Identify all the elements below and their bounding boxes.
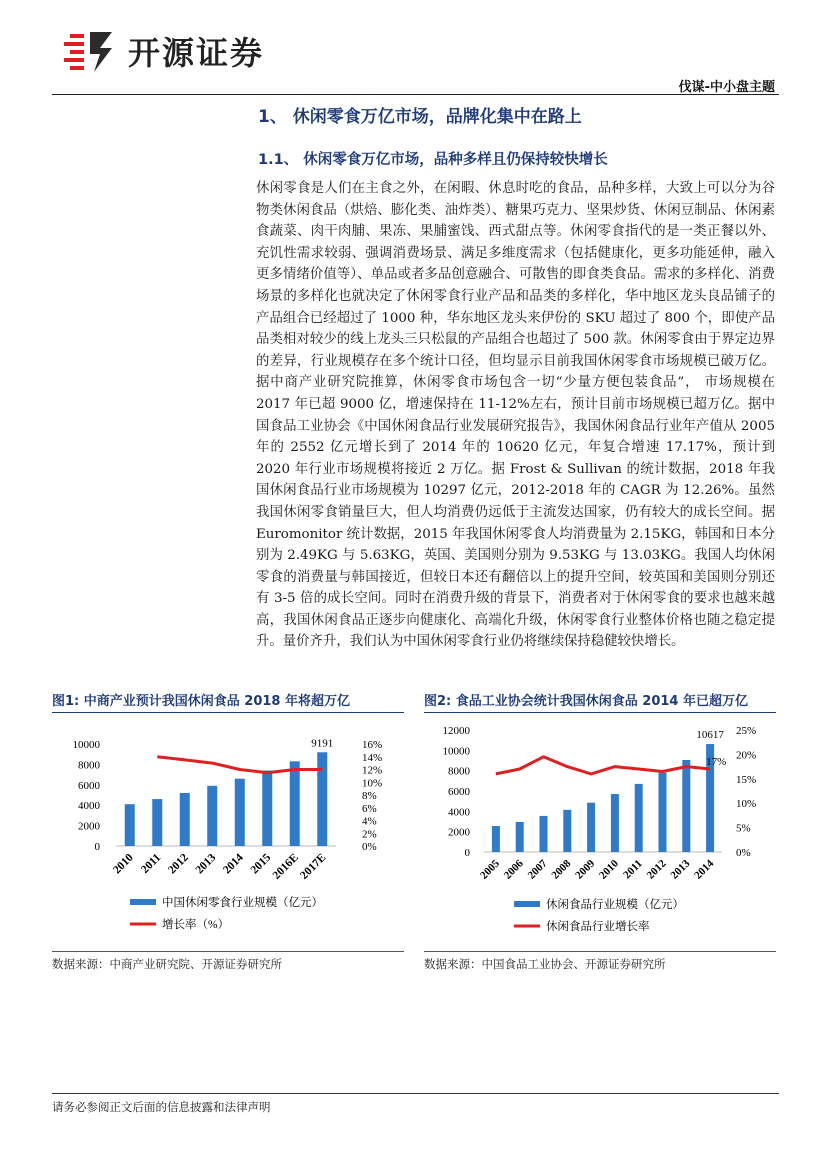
bar: [290, 761, 300, 846]
bar: [516, 822, 524, 852]
bar: [611, 794, 619, 852]
left-axis-tick-label: 8000: [78, 759, 100, 772]
right-axis-tick-label: 25%: [736, 725, 757, 737]
category-label: 2014: [221, 851, 246, 877]
right-axis-tick-label: 8%: [362, 790, 377, 802]
bar: [262, 771, 272, 846]
legend-bar-swatch: [130, 899, 156, 905]
bar-data-label: 10617: [696, 729, 724, 742]
right-axis-tick-label: 6%: [362, 802, 377, 815]
right-axis-tick-label: 14%: [362, 751, 383, 764]
figure-1-chart: [52, 714, 404, 948]
logo-mark-icon: [60, 26, 120, 76]
growth-line: [496, 757, 710, 774]
bar: [492, 826, 500, 852]
left-axis-tick-label: 0: [464, 847, 470, 859]
legend-line-label: 休闲食品行业增长率: [546, 921, 650, 933]
bar: [235, 779, 245, 846]
category-label: 2011: [621, 857, 645, 882]
figure-1-svg: [52, 714, 404, 948]
footer-disclaimer: 请务必参阅正文后面的信息披露和法律声明: [52, 1100, 271, 1114]
right-axis-tick-label: 15%: [736, 773, 757, 786]
category-label: 2015: [248, 851, 274, 877]
figure-2-title-rule: [424, 712, 776, 713]
right-axis-tick-label: 0%: [362, 841, 377, 853]
category-label: 2005: [477, 857, 503, 882]
bar: [317, 752, 327, 846]
logo-text: 开源证券: [128, 34, 265, 72]
category-label: 2016E: [270, 851, 301, 882]
left-axis-tick-label: 4000: [78, 800, 100, 813]
figure-1-source-rule: [52, 951, 404, 952]
legend-line-label: 增长率（%）: [162, 919, 230, 931]
bar: [207, 786, 217, 846]
category-label: 2012: [166, 851, 191, 877]
legend-bar-label: 休闲食品行业规模（亿元）: [546, 899, 684, 911]
left-axis-tick-label: 4000: [448, 806, 470, 819]
bar: [587, 803, 595, 852]
legend-bar-label: 中国休闲零食行业规模（亿元）: [162, 897, 323, 909]
bar: [659, 773, 667, 852]
left-axis-tick-label: 6000: [448, 786, 470, 798]
bar: [563, 810, 571, 852]
figure-1-source: 数据来源：中商产业研究院、开源证券研究所: [52, 957, 282, 971]
document-tag: 伐谋-中小盘主题: [678, 80, 775, 95]
left-axis-tick-label: 2000: [78, 820, 100, 833]
left-axis-tick-label: 8000: [448, 765, 470, 778]
bar: [152, 799, 162, 846]
right-axis-tick-label: 12%: [362, 764, 383, 777]
figure-2-title: 图2: 食品工业协会统计我国休闲食品 2014 年已超万亿: [424, 694, 749, 709]
subsection-heading: 1.1、 休闲零食万亿市场，品种多样且仍保持较快增长: [258, 152, 608, 168]
category-label: 2014: [692, 857, 717, 882]
right-axis-tick-label: 16%: [362, 739, 383, 751]
figure-2-source: 数据来源：中国食品工业协会、开源证券研究所: [424, 957, 666, 971]
figure-1-title-rule: [52, 712, 404, 713]
left-axis-tick-label: 12000: [442, 725, 470, 737]
right-axis-tick-label: 10%: [736, 798, 757, 811]
right-axis-tick-label: 2%: [362, 828, 377, 841]
figure-2-source-rule: [424, 951, 776, 952]
section-heading: 1、 休闲零食万亿市场，品牌化集中在路上: [258, 107, 582, 127]
category-label: 2009: [573, 857, 598, 882]
category-label: 2006: [501, 857, 526, 882]
figure-2-svg: [424, 714, 776, 948]
right-axis-tick-label: 0%: [736, 847, 751, 859]
right-axis-tick-label: 10%: [362, 777, 383, 790]
figure-1-title: 图1: 中商产业预计我国休闲食品 2018 年将超万亿: [52, 694, 351, 709]
line-data-label: 17%: [706, 756, 727, 769]
right-axis-tick-label: 20%: [736, 749, 757, 762]
legend-bar-swatch: [514, 901, 540, 907]
figure-2-chart: [424, 714, 776, 948]
category-label: 2010: [111, 851, 136, 877]
category-label: 2010: [596, 857, 622, 882]
category-label: 2011: [139, 851, 164, 876]
left-axis-tick-label: 10000: [442, 745, 470, 758]
category-label: 2017E: [298, 851, 329, 882]
bar: [540, 816, 548, 852]
category-label: 2007: [525, 857, 550, 882]
category-label: 2013: [193, 851, 219, 877]
body-paragraph: 休闲零食是人们在主食之外，在闲暇、休息时吃的食品，品种多样，大致上可以分为谷物类休闲食品（烘焙、膨化类、油炸类）、糖果巧克力、坚果炒货、休闲豆制品、休闲素食蔬菜、肉干肉脯、果冻、果脯蜜饯、西式甜点等。休闲零食指代的是一类正餐以外、充饥性需求较弱、强调消费场景、满足多维度需求（包括健康化，更多功能延伸，融入更多情绪价值等）、单品或者多品创意融合、可散售的即食类食品。需求的多样化、消费场景的多样化也就决定了休闲零食行业产品和品类的多样化，华中地区龙头良品铺子的产品组合已经超过了 1000 种，华东地区龙头来伊份的 SKU 超过了 800 个，即使产品品类相对较少的线上龙头三只松鼠的产品组合也超过了 500 款。休闲零食由于界定边界的差异，行业规模存在多个统计口径，但均显示目前我国休闲零食市场规模已破万亿。据中商产业研究院推算，休闲零食市场包含一切“少量方便包装食品”， 市场规模在 2017 年已超 9000 亿，增速保持在 11-12%左右，预计目前市场规模已超万亿。据中国食品工业协会《中国休闲食品行业发展研究报告》，我国休闲食品行业年产值从 2005 年的 2552 亿元增长到了 2014 年的 10620 亿元，年复合增速 17.17%，预计到 2020 年行业市场规模将接近 2 万亿。据 Frost & Sullivan 的统计数据，2018 年我国休闲食品行业市场规模为 10297 亿元，2012-2018 年的 CAGR 为 12.26%。虽然我国休闲零食销量巨大，但人均消费仍远低于主流发达国家，仍有较大的成长空间。据 Euromonitor 统计数据，2015 年我国休闲零食人均消费量为 2.15KG，韩国和日本分别为 2.49KG 与 5.63KG，英国、美国则分别为 9.53KG 与 13.03KG。我国人均休闲零食的消费量与韩国接近，但较日本还有翻倍以上的提升空间，较英国和美国则分别还有 3-5 倍的成长空间。同时在消费升级的背景下，消费者对于休闲零食的要求也越来越高，我国休闲食品正逐步向健康化、高端化升级，休闲零食行业整体价格也随之稳定提升。量价齐升，我们认为中国休闲零食行业仍将继续保持稳健较快增长。: [256, 181, 775, 650]
left-axis-tick-label: 0: [94, 841, 100, 853]
right-axis-tick-label: 4%: [362, 815, 377, 828]
footer-divider: [52, 1093, 779, 1094]
bar: [635, 784, 643, 852]
left-axis-tick-label: 6000: [78, 779, 100, 792]
right-axis-tick-label: 5%: [736, 822, 751, 835]
category-label: 2013: [668, 857, 693, 882]
bar: [682, 760, 690, 852]
company-logo: [60, 26, 264, 76]
category-label: 2012: [644, 857, 669, 882]
bar: [125, 804, 135, 846]
category-label: 2008: [549, 857, 574, 882]
left-axis-tick-label: 2000: [448, 826, 470, 839]
bar-data-label: 9191: [311, 737, 334, 750]
header-divider: [52, 94, 779, 95]
left-axis-tick-label: 10000: [72, 739, 100, 751]
bar: [180, 793, 190, 846]
